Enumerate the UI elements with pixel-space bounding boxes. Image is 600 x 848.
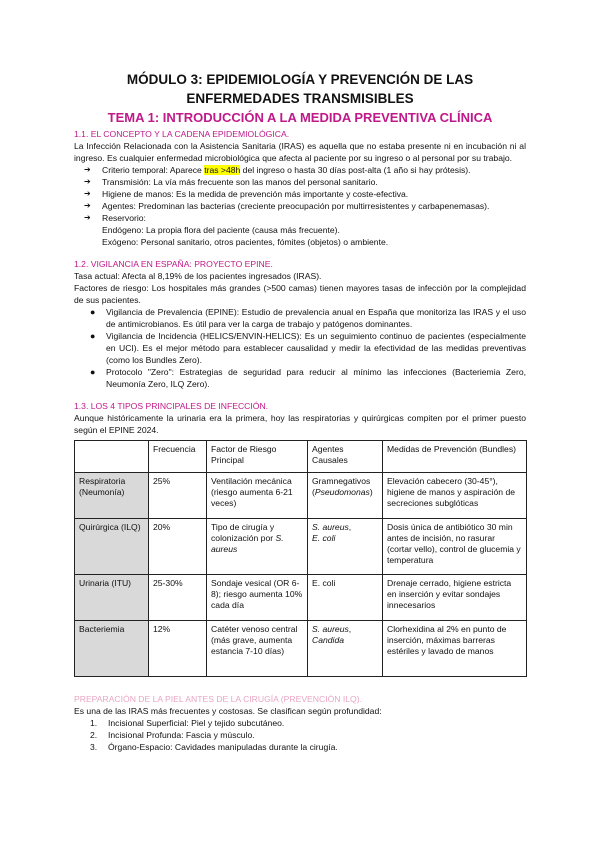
table-header-row [75,441,527,473]
s2-factores: Factores de riesgo: Los hospitales más grandes (>500 camas) tienen mayores tasas de infección por la complejidad de sus pacientes. [74,283,526,305]
bullet-icon: ● [90,367,96,377]
table-cell: Elevación cabecero (30-45°), higiene de manos y aspiración de secreciones subglóticas [383,473,527,519]
list-item: 1. Incisional Superficial: Piel y tejido subcutáneo. [90,718,285,728]
s4-intro: Es una de las IRAS más frecuentes y costosas. Se clasifican según profundidad: [74,706,382,716]
section-1-2-heading: 1.2. VIGILANCIA EN ESPAÑA: PROYECTO EPINE. [74,259,273,269]
section-1-1-heading: 1.1. EL CONCEPTO Y LA CADENA EPIDEMIOLÓGICA. [74,129,290,139]
section-skin-prep-heading: PREPARACIÓN DE LA PIEL ANTES DE LA CIRUGÍA (PREVENCIÓN ILQ). [74,694,362,704]
list-item: 2. Incisional Profunda: Fascia y músculo. [90,730,255,740]
list-item: ➔ Agentes: Predominan las bacterias (creciente preocupación por multirresistentes y carbapenemasas). [84,201,490,211]
list-item: ➔ Transmisión: La vía más frecuente son las manos del personal sanitario. [84,177,378,187]
highlight-48h: tras >48h [204,165,241,175]
table-cell: Dosis única de antibiótico 30 min antes de incisión, no rasurar (cortar vello), control de glucemia y temperatura [383,519,527,575]
list-item: ➔ Criterio temporal: Aparece tras >48h del ingreso o hasta 30 días post-alta (1 año si hay prótesis). [84,165,471,175]
table-cell: Catéter venoso central (más grave, aumenta estancia 7-10 días) [207,621,308,677]
table-cell: S. aureus, Candida [308,621,383,677]
row-header-cell: Quirúrgica (ILQ) [75,519,149,575]
table-cell: 12% [149,621,207,677]
list-item: ➔ Higiene de manos: Es la medida de prevención más importante y coste-efectiva. [84,189,409,199]
list-item: ● Vigilancia de Incidencia (HELICS/ENVIN-HELICS): Es un seguimiento continuo de pacientes (especialmente en UCI). Es el mejor método para establecer causalidad y medir la efectividad de las medidas preventivas (como los Bundles Zero). [90,331,526,365]
s1-intro: La Infección Relacionada con la Asistencia Sanitaria (IRAS) es aquella que no estaba presente ni en incubación ni al ingreso. Es cualquier enfermedad microbiológica que afecta al paciente por su ingreso o al personal por su trabajo. [74,141,526,163]
list-item: ➔ Reservorio: Endógeno: La propia flora del paciente (causa más frecuente). Exógeno: Personal sanitario, otros pacientes, fómites (objetos) o ambiente. [84,213,389,247]
tema-title: TEMA 1: INTRODUCCIÓN A LA MEDIDA PREVENTIVA CLÍNICA [107,110,493,125]
arrow-bullet-icon: ➔ [84,165,91,174]
table-header-cell: Agentes Causales [308,441,383,473]
table-cell: E. coli [308,575,383,621]
table-cell: S. aureus, E. coli [308,519,383,575]
table-row [75,473,527,519]
table-row [75,575,527,621]
arrow-bullet-icon: ➔ [84,189,91,198]
table-cell: Sondaje vesical (OR 6-8); riesgo aumenta 10% cada día [207,575,308,621]
list-item: ● Protocolo "Zero": Estrategias de seguridad para reducir al mínimo las infecciones (Bacteriemia Zero, Neumonía Zero, ILQ Zero). [90,367,526,389]
table-cell: Drenaje cerrado, higiene estricta en inserción y evitar sondajes innecesarios [383,575,527,621]
bullet-icon: ● [90,331,96,341]
table-header-cell: Frecuencia [149,441,207,473]
s4-list [74,717,526,753]
table-cell: Gramnegativos (Pseudomonas) [308,473,383,519]
table-row [75,621,527,677]
table-header-cell [75,441,149,473]
document-page [74,70,526,753]
table-row [75,519,527,575]
section-1-3-heading: 1.3. LOS 4 TIPOS PRINCIPALES DE INFECCIÓN. [74,401,269,411]
row-header-cell: Bacteriemia [75,621,149,677]
table-cell: Clorhexidina al 2% en punto de inserción, máximas barreras estériles y lavado de manos [383,621,527,677]
list-item: ● Vigilancia de Prevalencia (EPINE): Estudio de prevalencia anual en España que monitoriza las IRAS y el uso de antimicrobianos. Es útil para ver la carga de trabajo y patógenos dominantes. [90,307,526,329]
table-header-cell: Factor de Riesgo Principal [207,441,308,473]
bullet-icon: ● [90,307,96,317]
s3-intro: Aunque históricamente la urinaria era la primera, hoy las respiratorias y quirúrgicas compiten por el primer puesto según el EPINE 2024. [74,413,526,435]
arrow-bullet-icon: ➔ [84,177,91,186]
table-cell: 25-30% [149,575,207,621]
table-cell: Tipo de cirugía y colonización por S. aureus [207,519,308,575]
module-title-line1: MÓDULO 3: EPIDEMIOLOGÍA Y PREVENCIÓN DE LAS [126,72,474,87]
table-cell: 25% [149,473,207,519]
arrow-bullet-icon: ➔ [84,213,91,222]
arrow-bullet-icon: ➔ [84,201,91,210]
module-title-line2: ENFERMEDADES TRANSMISIBLES [186,91,414,106]
module-title [74,70,526,108]
s1-list [74,164,526,248]
infection-types-table [74,440,527,677]
row-header-cell: Respiratoria (Neumonía) [75,473,149,519]
s2-list [74,306,526,390]
s2-tasa: Tasa actual: Afecta al 8,19% de los pacientes ingresados (IRAS). [74,271,322,281]
row-header-cell: Urinaria (ITU) [75,575,149,621]
table-cell: 20% [149,519,207,575]
table-header-cell: Medidas de Prevención (Bundles) [383,441,527,473]
table-cell: Ventilación mecánica (riesgo aumenta 6-21 veces) [207,473,308,519]
list-item: 3. Órgano-Espacio: Cavidades manipuladas durante la cirugía. [90,742,338,752]
